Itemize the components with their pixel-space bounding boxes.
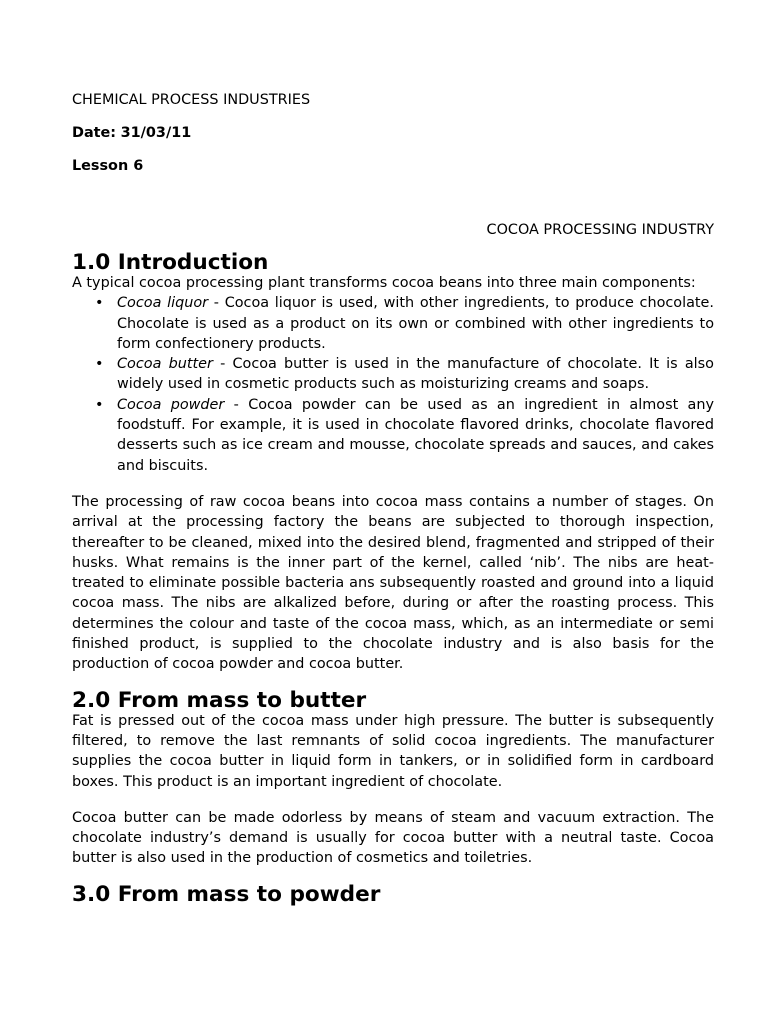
page-title: COCOA PROCESSING INDUSTRY [486, 222, 714, 238]
section-heading-mass-to-powder: 3.0 From mass to powder [72, 881, 381, 907]
list-item-text: - Cocoa powder can be used as an ingredient in almost any foodstuff. For example, it is used in chocolate flavored drinks, chocolate flavored desserts such as ice cream and mousse, chocolate spreads and sauces, and cakes and biscuits. [117, 396, 714, 474]
lesson-number: Lesson 6 [72, 158, 144, 174]
bullet-marker: • [95, 356, 104, 373]
date-label: Date: [72, 125, 117, 141]
intro-lead-paragraph: A typical cocoa processing plant transforms cocoa beans into three main components: [72, 275, 696, 291]
section-heading-mass-to-butter: 2.0 From mass to butter [72, 687, 367, 713]
bullet-marker: • [95, 396, 104, 413]
bullet-marker: • [95, 295, 104, 312]
document-date [72, 123, 714, 143]
list-item [95, 293, 714, 354]
butter-paragraph-2: Cocoa butter can be made odorless by means of steam and vacuum extraction. The chocolate industry’s demand is usually for cocoa butter with a neutral taste. Cocoa butter is also used in the production of cosmetics and toiletries. [72, 809, 714, 867]
course-title: CHEMICAL PROCESS INDUSTRIES [72, 92, 311, 108]
cocoa-components-list [72, 293, 714, 476]
date-value: 31/03/11 [120, 125, 192, 141]
list-item-text: - Cocoa butter is used in the manufacture of chocolate. It is also widely used in cosmetic products such as moisturizing creams and soaps. [117, 356, 714, 393]
section-heading-introduction: 1.0 Introduction [72, 250, 269, 275]
document-page [72, 90, 714, 905]
list-item-text: - Cocoa liquor is used, with other ingredients, to produce chocolate. Chocolate is used as a product on its own or combined with other ingredients to form confectionery products. [117, 295, 714, 352]
list-item-term: Cocoa liquor [117, 295, 209, 312]
butter-paragraph-1: Fat is pressed out of the cocoa mass under high pressure. The butter is subsequently filtered, to remove the last remnants of solid cocoa ingredients. The manufacturer supplies the cocoa butter in liquid form in tankers, or in solidified form in cardboard boxes. This product is an important ingredient of chocolate. [72, 712, 714, 790]
list-item [95, 354, 714, 395]
list-item-term: Cocoa powder [117, 396, 225, 413]
list-item-term: Cocoa butter [117, 356, 213, 373]
list-item [95, 395, 714, 476]
processing-paragraph: The processing of raw cocoa beans into cocoa mass contains a number of stages. On arrival at the processing factory the beans are subjected to thorough inspection, thereafter to be cleaned, mixed into the desired blend, fragmented and stripped of their husks. What remains is the inner part of the kernel, called ‘nib’. The nibs are heat-treated to eliminate possible bacteria ans subsequently roasted and ground into a liquid cocoa mass. The nibs are alkalized before, during or after the roasting process. This determines the colour and taste of the cocoa mass, which, as an intermediate or semi finished product, is supplied to the chocolate industry and is also basis for the production of cocoa powder and cocoa butter. [72, 493, 714, 673]
